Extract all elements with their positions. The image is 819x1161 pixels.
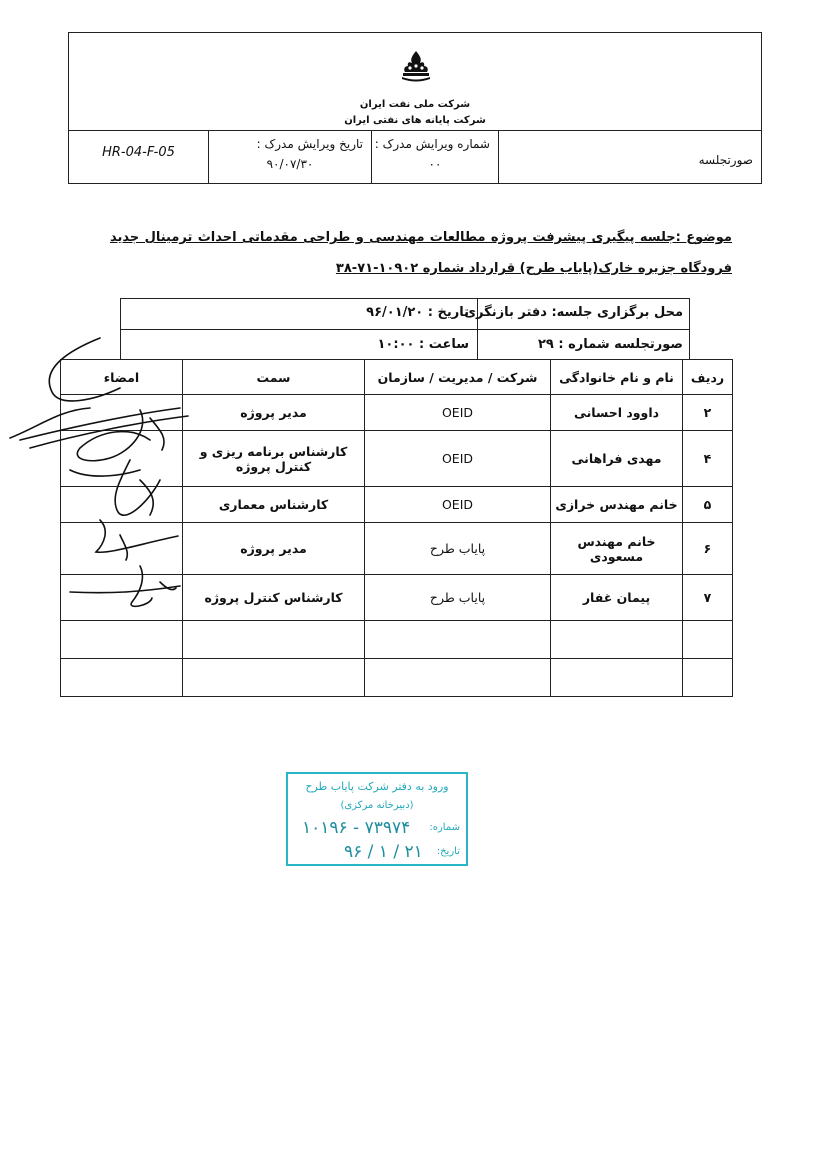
- meeting-time: ساعت : ۱۰:۰۰: [377, 337, 469, 352]
- header-position: سمت: [183, 360, 365, 395]
- revision-date-cell: [209, 131, 372, 183]
- info-divider-horizontal: [121, 329, 689, 330]
- cell-name: پیمان غفار: [551, 575, 683, 621]
- meeting-info-box: [120, 298, 690, 360]
- cell-position: کارشناس برنامه ریزی و کنترل پروژه: [183, 431, 365, 487]
- cell-name: داوود احسانی: [551, 395, 683, 431]
- doc-type-cell: [499, 131, 761, 183]
- cell-organization: پایاب طرح: [365, 575, 551, 621]
- meeting-number: صورتجلسه شماره : ۲۹: [537, 337, 683, 352]
- stamp-date-label: تاریخ:: [436, 846, 460, 857]
- revision-number-cell: [372, 131, 499, 183]
- doc-code-cell: [69, 131, 209, 183]
- meeting-place: محل برگزاری جلسه: دفتر بازنگری: [464, 305, 683, 320]
- stamp-number-label: شماره:: [429, 822, 460, 833]
- cell-position: کارشناس معماری: [183, 487, 365, 523]
- revision-number-label: شماره ویرایش مدرک :: [374, 137, 490, 151]
- cell-row-number: ۶: [683, 523, 733, 575]
- stamp-subtitle: (دبیرخانه مرکزی): [340, 800, 414, 811]
- meeting-date: تاریخ : ۹۶/۰۱/۲۰: [366, 305, 469, 320]
- org-name-secondary: شرکت پایانه های نفتی ایران: [344, 115, 486, 126]
- cell-row-number: ۲: [683, 395, 733, 431]
- signature-stroke: [49, 338, 120, 401]
- stamp-number-value: ۱۰۱۹۶ - ۷۳۹۷۴: [302, 818, 411, 838]
- header-row-number: ردیف: [683, 360, 733, 395]
- table-row-empty: [61, 621, 733, 659]
- document-header: [68, 32, 762, 184]
- org-name-primary: شرکت ملی نفت ایران: [359, 99, 471, 110]
- header-signature: امضاء: [61, 360, 183, 395]
- header-logo-area: [69, 33, 761, 131]
- header-name: نام و نام خانوادگی: [551, 360, 683, 395]
- cell-name: مهدی فراهانی: [551, 431, 683, 487]
- table-row-empty: [61, 659, 733, 697]
- cell-row-number: ۷: [683, 575, 733, 621]
- cell-organization: OEID: [365, 431, 551, 487]
- meeting-subject: موضوع :جلسه پیگیری پیشرفت پروژه مطالعات مهندسی و طراحی مقدماتی احداث ترمینال جدید فرودگاه جزیره خارک(پایاب طرح) قرارداد شماره ۱۰۹۰۲-۷۱-۳۸: [110, 230, 732, 276]
- stamp-date-value: ۹۶ / ۱ / ۲۱: [344, 842, 423, 862]
- cell-row-number: ۵: [683, 487, 733, 523]
- header-organization: شرکت / مدیریت / سازمان: [365, 360, 551, 395]
- cell-position: مدیر پروژه: [183, 395, 365, 431]
- receipt-stamp: [286, 772, 468, 866]
- revision-date-value: ۹۰/۰۷/۳۰: [266, 157, 314, 171]
- revision-number-value: ۰۰: [428, 157, 442, 171]
- cell-organization: پایاب طرح: [365, 523, 551, 575]
- cell-name: خانم مهندس مسعودی: [551, 523, 683, 575]
- doc-code: HR-04-F-05: [102, 145, 175, 160]
- cell-position: کارشناس کنترل پروژه: [183, 575, 365, 621]
- handwritten-signatures: [0, 330, 200, 620]
- cell-organization: OEID: [365, 395, 551, 431]
- cell-name: خانم مهندس خرازی: [551, 487, 683, 523]
- stamp-title: ورود به دفتر شرکت پایاب طرح: [305, 780, 449, 793]
- cell-position: مدیر پروژه: [183, 523, 365, 575]
- cell-organization: OEID: [365, 487, 551, 523]
- cell-row-number: ۴: [683, 431, 733, 487]
- nioc-logo-icon: [399, 49, 433, 83]
- revision-date-label: تاریخ ویرایش مدرک :: [256, 137, 363, 151]
- doc-type: صورتجلسه: [698, 153, 753, 167]
